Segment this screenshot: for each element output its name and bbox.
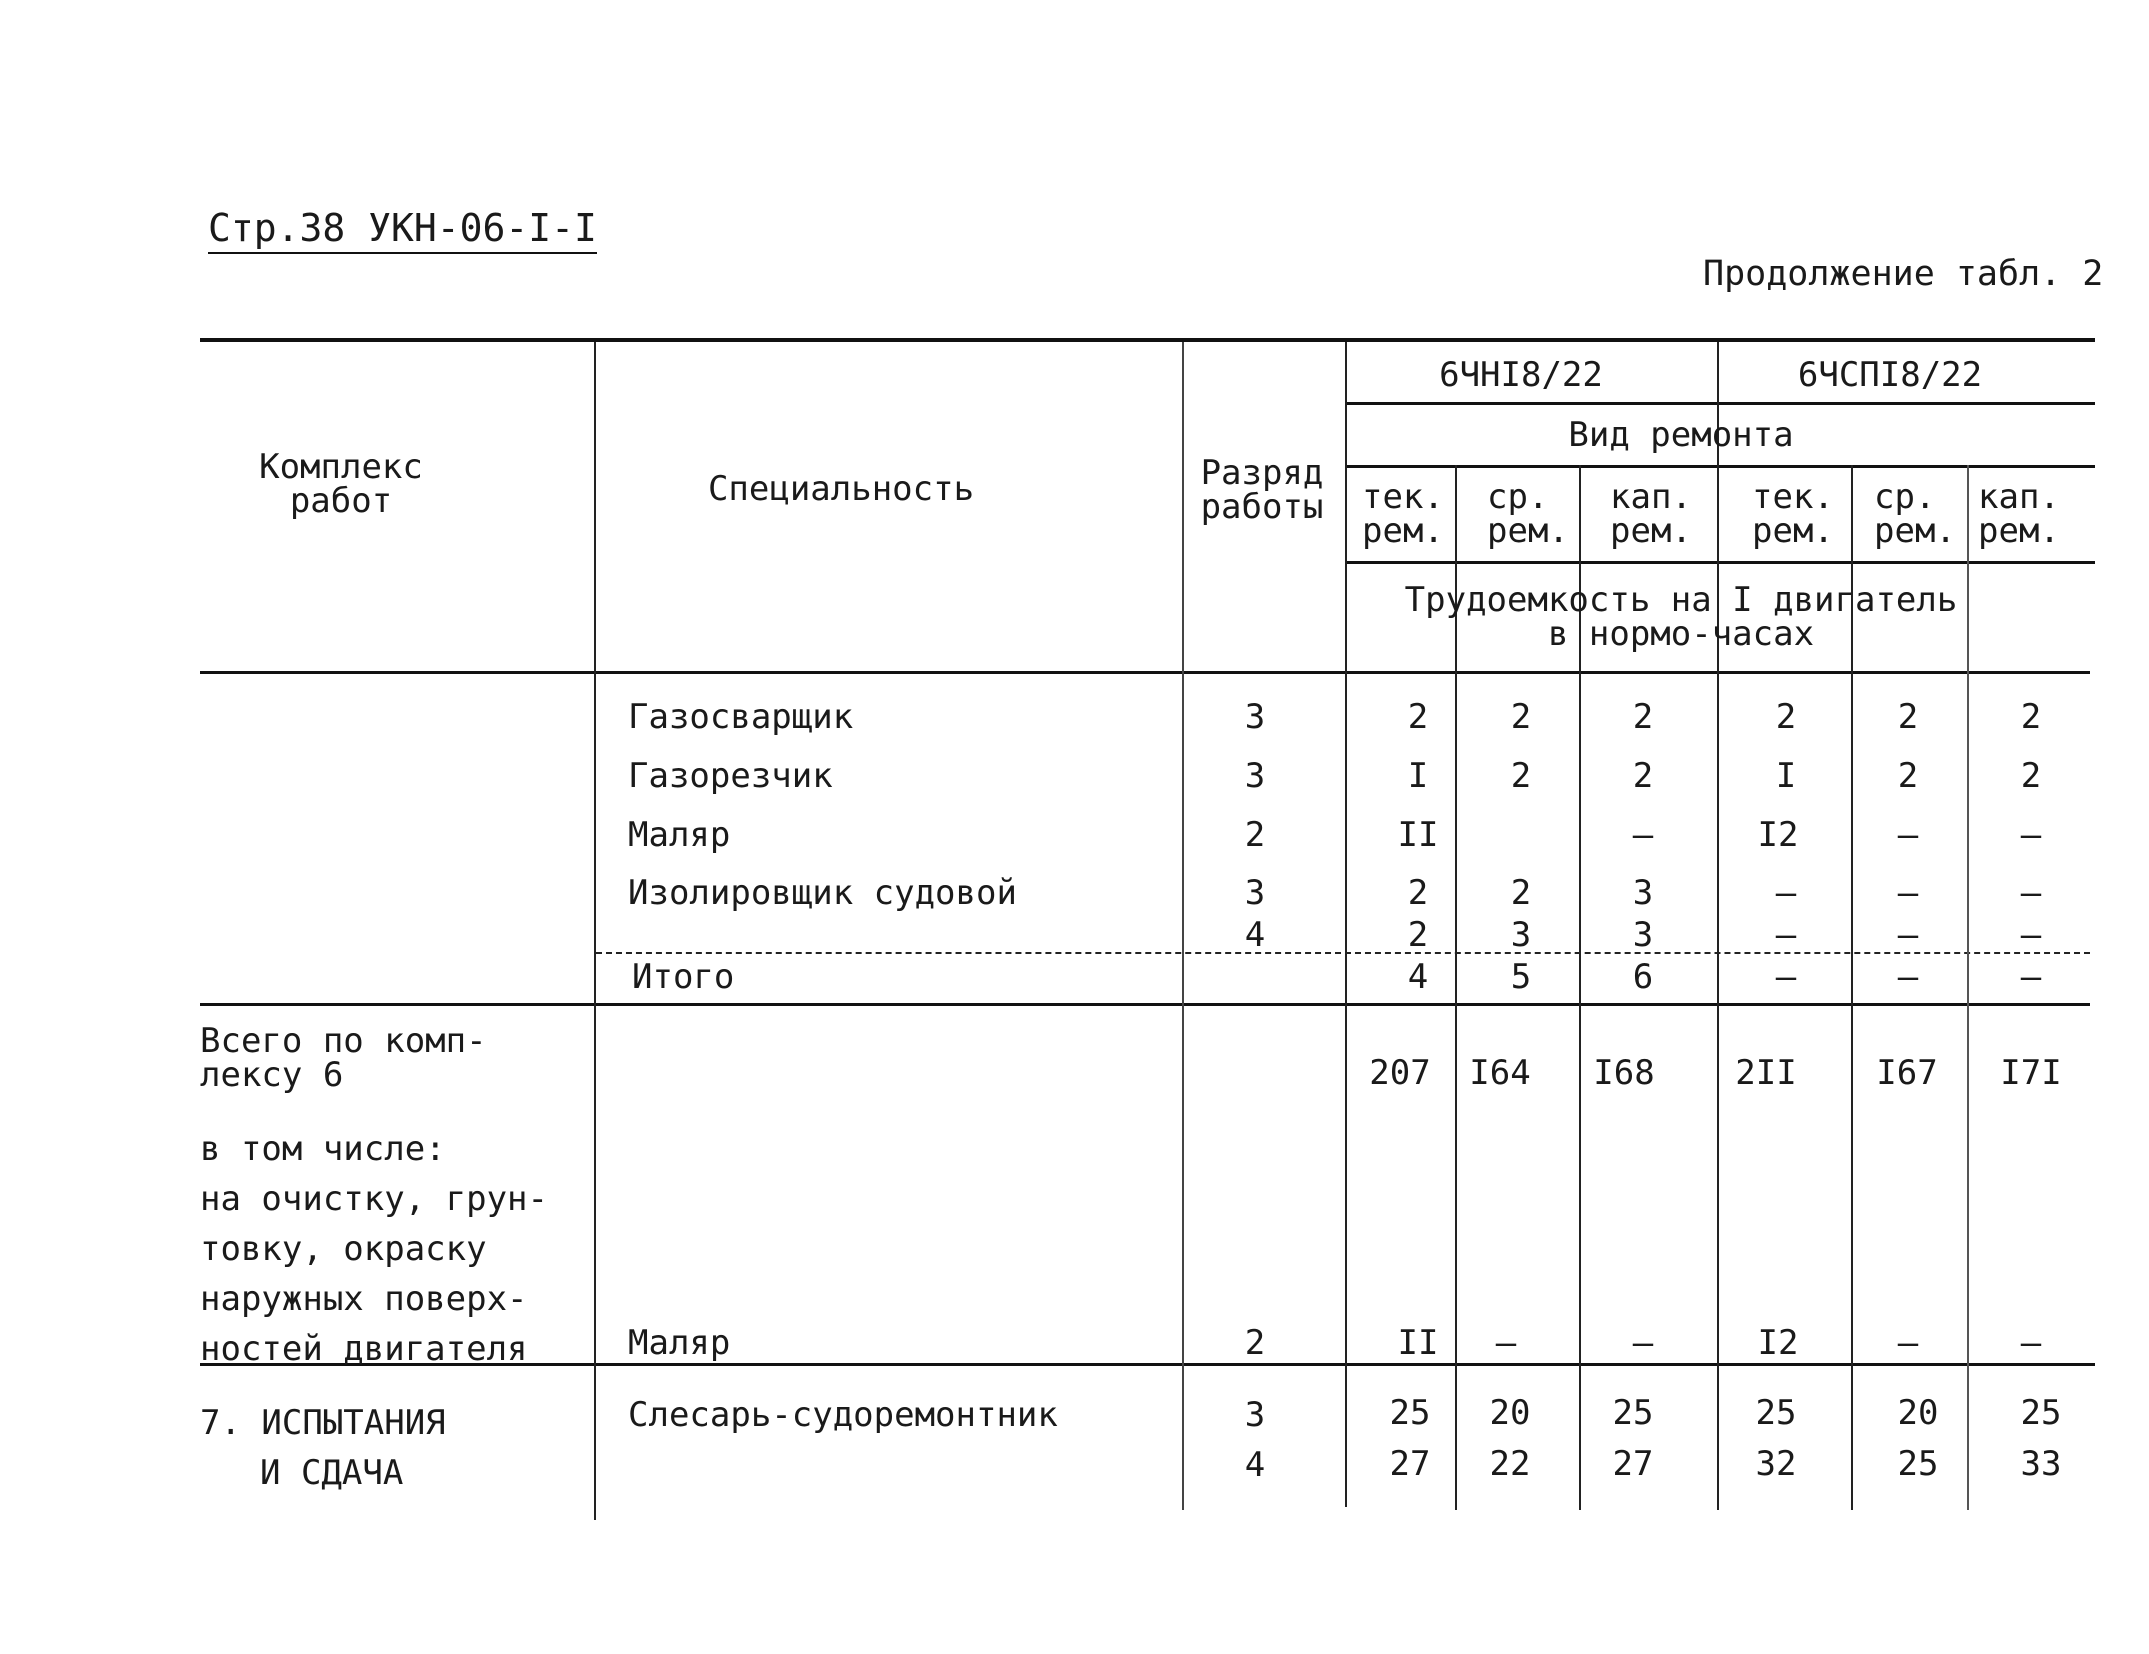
table-cell: 2: [2020, 756, 2042, 796]
table-row-grade: 2: [1244, 815, 1266, 855]
table-cell: 25: [1389, 1393, 1431, 1433]
table-cell: –: [1897, 873, 1919, 913]
table-continuation-label: Продолжение табл. 2: [1703, 254, 2104, 294]
subtotal-dashed-rule: [596, 952, 2090, 954]
complex-total-line2: лексу 6: [200, 1055, 344, 1095]
table-cell: –: [2020, 957, 2042, 997]
table-cell: 2: [1632, 697, 1654, 737]
page-title: Стр.38 УКН-06-I-I: [208, 206, 597, 254]
table-cell: –: [1775, 915, 1797, 955]
including-specialty: Маляр: [628, 1323, 731, 1363]
table-cell: –: [1897, 915, 1919, 955]
repair-kind-rule: [1346, 465, 2095, 468]
header-bottom-rule: [200, 671, 2090, 674]
column-divider-specialty: [594, 342, 596, 1520]
header-col5-line1: ср.: [1874, 477, 1936, 517]
header-col6-line2: рем.: [1978, 511, 2060, 551]
including-line3: товку, окраску: [200, 1229, 487, 1269]
header-specialty: Специальность: [707, 469, 975, 509]
complex-total-label: [200, 1021, 487, 1095]
table-cell: –: [1495, 1323, 1517, 1363]
table-cell: 32: [1755, 1444, 1797, 1484]
including-line2: на очистку, грун-: [200, 1179, 548, 1219]
table-cell: I64: [1469, 1053, 1531, 1093]
table-cell: –: [2020, 873, 2042, 913]
table-cell: 2: [1510, 756, 1532, 796]
table-cell: –: [1897, 815, 1919, 855]
table-cell: 2: [1407, 873, 1429, 913]
header-grade-line1: Разряд: [1200, 453, 1324, 493]
column-divider-engine-b: [1717, 342, 1719, 1510]
header-col2: [1487, 477, 1569, 551]
header-complex: [259, 447, 423, 521]
header-col4-line2: рем.: [1752, 511, 1834, 551]
including-line1: в том числе:: [200, 1129, 446, 1169]
table-cell: II: [1397, 1323, 1439, 1363]
header-col1-line1: тек.: [1362, 477, 1444, 517]
section7-line2: И СДАЧА: [260, 1453, 404, 1493]
engine-row-rule: [1346, 402, 2095, 405]
table-row-grade: 4: [1244, 1445, 1266, 1485]
including-label: [200, 1124, 548, 1374]
table-row-grade: 3: [1244, 1395, 1266, 1435]
table-cell: 25: [2020, 1393, 2062, 1433]
table-cell: 3: [1632, 915, 1654, 955]
table-cell: I2: [1757, 815, 1799, 855]
table-row-grade: 3: [1244, 756, 1266, 796]
table-cell: 3: [1632, 873, 1654, 913]
header-col4-line1: тек.: [1752, 477, 1834, 517]
table-cell: 27: [1389, 1444, 1431, 1484]
table-cell: 207: [1369, 1053, 1431, 1093]
header-complex-line1: Комплекс: [259, 447, 423, 487]
section7-line1: 7. ИСПЫТАНИЯ: [200, 1403, 446, 1443]
header-col1-line2: рем.: [1362, 511, 1444, 551]
table-cell: 2: [1632, 756, 1654, 796]
table-cell: 25: [1755, 1393, 1797, 1433]
header-labor: [1404, 580, 1958, 654]
header-col2-line1: ср.: [1487, 477, 1549, 517]
table-cell: 2: [1510, 873, 1532, 913]
table-cell: –: [1632, 1323, 1654, 1363]
table-cell: 20: [1897, 1393, 1939, 1433]
table-cell: I2: [1757, 1323, 1799, 1363]
header-engine-b: 6ЧСПI8/22: [1797, 355, 1983, 395]
table-cell: 2: [1897, 756, 1919, 796]
table-cell: I67: [1876, 1053, 1938, 1093]
table-cell: –: [1632, 815, 1654, 855]
header-col6: [1978, 477, 2060, 551]
header-labor-line2: в нормо-часах: [1547, 614, 1815, 654]
table-cell: 27: [1612, 1444, 1654, 1484]
table-cell: –: [1897, 957, 1919, 997]
table-cell: 2: [2020, 697, 2042, 737]
table-cell: I68: [1593, 1053, 1655, 1093]
including-line4: наружных поверх-: [200, 1279, 528, 1319]
table-cell: I: [1407, 756, 1429, 796]
table-cell: –: [1775, 957, 1797, 997]
table-cell: 6: [1632, 957, 1654, 997]
table-cell: –: [2020, 1323, 2042, 1363]
header-col2-line2: рем.: [1487, 511, 1569, 551]
table-row-grade: 3: [1244, 697, 1266, 737]
header-col4: [1752, 477, 1834, 551]
table-cell: 5: [1510, 957, 1532, 997]
including-grade: 2: [1244, 1323, 1266, 1363]
table-row-specialty: Газосварщик: [628, 697, 854, 737]
header-repair-kind: Вид ремонта: [1568, 415, 1794, 455]
table-cell: I: [1775, 756, 1797, 796]
header-col5-line2: рем.: [1874, 511, 1956, 551]
subtotal-label: Итого: [632, 957, 735, 997]
table-top-rule: [200, 338, 2095, 342]
table-cell: 25: [1897, 1444, 1939, 1484]
column-divider-grade: [1182, 342, 1184, 1510]
table-row-specialty: Маляр: [628, 815, 731, 855]
table-cell: 2: [1407, 697, 1429, 737]
header-engine-a: 6ЧНI8/22: [1439, 355, 1603, 395]
table-cell: 2: [1775, 697, 1797, 737]
table-cell: 3: [1510, 915, 1532, 955]
table-row-grade: 3: [1244, 873, 1266, 913]
header-col5: [1874, 477, 1956, 551]
header-grade: [1200, 453, 1324, 527]
header-grade-line2: работы: [1200, 487, 1324, 527]
header-col3: [1610, 477, 1692, 551]
table-cell: 25: [1612, 1393, 1654, 1433]
header-labor-line1: Трудоемкость на I двигатель: [1404, 580, 1958, 620]
header-complex-line2: работ: [289, 481, 393, 521]
table-cell: 4: [1407, 957, 1429, 997]
complex-total-rule: [200, 1003, 2090, 1006]
table-cell: –: [2020, 915, 2042, 955]
table-cell: –: [1897, 1323, 1919, 1363]
header-col3-line1: кап.: [1610, 477, 1692, 517]
table-cell: I7I: [2000, 1053, 2062, 1093]
column-divider-col6: [1967, 465, 1969, 1510]
including-line5: ностей двигателя: [200, 1329, 528, 1369]
table-cell: 20: [1489, 1393, 1531, 1433]
section7-specialty: Слесарь-судоремонтник: [628, 1395, 1058, 1435]
table-cell: 33: [2020, 1444, 2062, 1484]
complex-total-line1: Всего по комп-: [200, 1021, 487, 1061]
table-cell: 2: [1897, 697, 1919, 737]
header-col3-line2: рем.: [1610, 511, 1692, 551]
repair-type-rule: [1346, 561, 2095, 564]
table-cell: –: [2020, 815, 2042, 855]
table-cell: 2: [1407, 915, 1429, 955]
header-col6-line1: кап.: [1978, 477, 2060, 517]
header-col1: [1362, 477, 1444, 551]
table-cell: 2II: [1735, 1053, 1797, 1093]
table-row-specialty: Газорезчик: [628, 756, 833, 796]
table-cell: 2: [1510, 697, 1532, 737]
table-row-grade: 4: [1244, 915, 1266, 955]
column-divider-values: [1345, 342, 1347, 1507]
table-cell: II: [1397, 815, 1439, 855]
table-row-specialty: Изолировщик судовой: [628, 873, 1017, 913]
section7-label: [200, 1398, 446, 1498]
table-cell: 22: [1489, 1444, 1531, 1484]
table-cell: –: [1775, 873, 1797, 913]
